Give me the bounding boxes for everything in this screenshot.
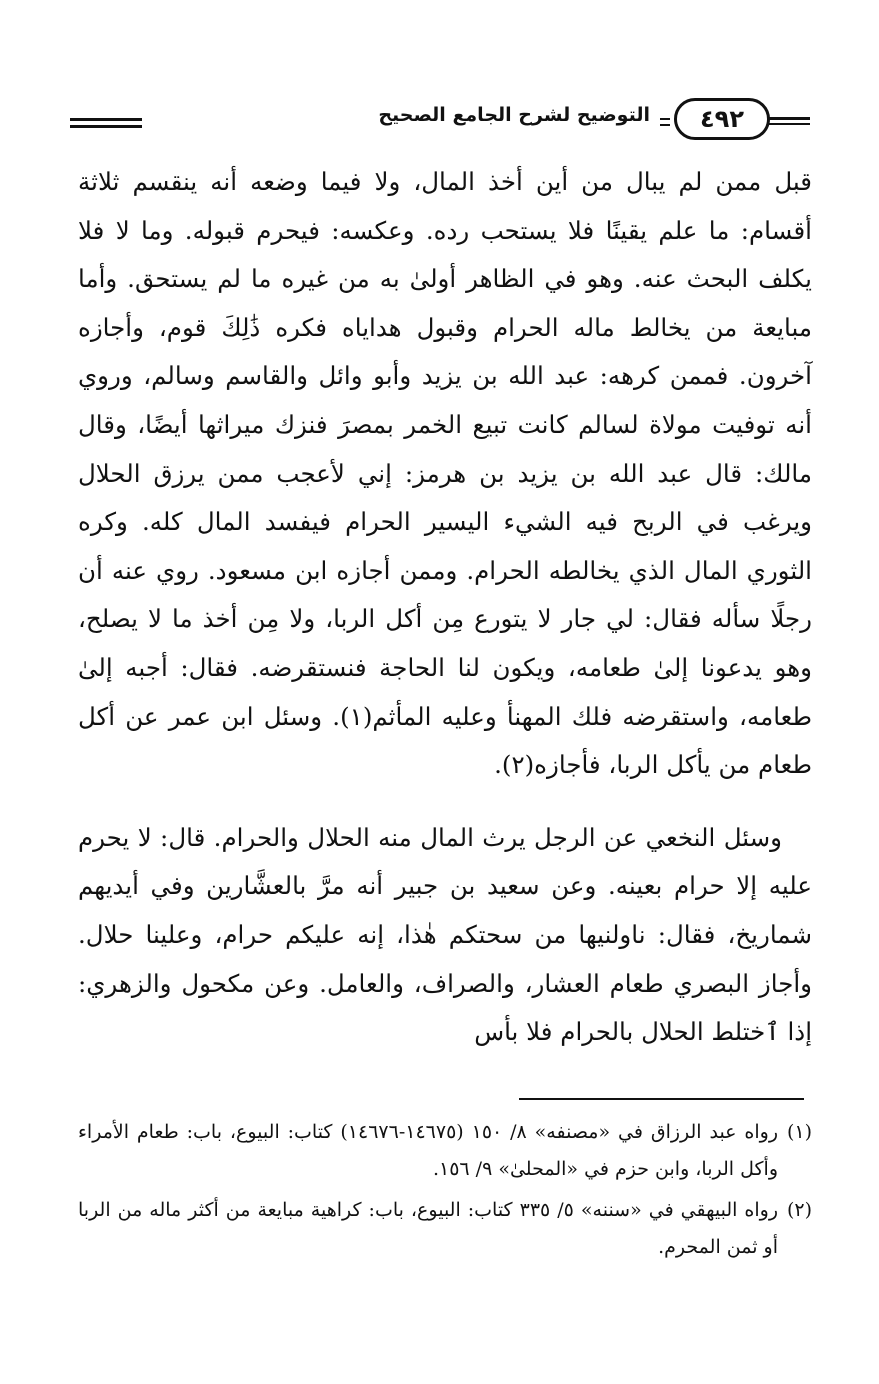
- paragraph: قبل ممن لم يبال من أين أخذ المال، ولا فيما وضعه أنه ينقسم ثلاثة أقسام: ما علم يقينًا فلا يستحب رده. وعكسه: فيحرم قبوله. وما لا فلا يكلف البحث عنه. وهو في الظاهر أولىٰ به من غيره ما لم يستحق. وأما مبايعة من يخالط ماله الحرام وقبول هداياه فكره ذَٰلِكَ قوم، وأجازه آخرون. فممن كرهه: عبد الله بن يزيد وأبو وائل والقاسم وسالم، وروي أنه توفيت مولاة لسالم كانت تبيع الخمر بمصرَ فنزك ميراثها أيضًا، وقال مالك: قال عبد الله بن يزيد بن هرمز: إني لأعجب ممن يرزق الحلال ويرغب في الربح فيه الشيء اليسير الحرام فيفسد المال كله. وكره الثوري المال الذي يخالطه الحرام. وممن أجازه ابن مسعود. روي عنه أن رجلًا سأله فقال: لي جار لا يتورع مِن أكل الربا، ولا مِن أخذ ما لا يصلح، وهو يدعونا إلىٰ طعامه، ويكون لنا الحاجة فنستقرضه. فقال: أجبه إلىٰ طعامه، واستقرضه فلك المهنأ وعليه المأثم(١). وسئل ابن عمر عن أكل طعام من يأكل الربا، فأجازه(٢).: [78, 167, 813, 780]
- header-rule-left: [70, 118, 142, 121]
- footnote-number: (٢): [786, 1199, 812, 1221]
- header-ornament-line: [766, 123, 810, 125]
- footnote-text: رواه عبد الرزاق في «مصنفه» ٨/ ١٥٠ (١٤٦٧٥-١٤٦٧٦) كتاب: البيوع، باب: طعام الأمراء وأكل الربا، وابن حزم في «المحلىٰ» ٩/ ١٥٦.: [78, 1121, 779, 1180]
- header-rule-left: [70, 125, 142, 128]
- footnote-text: رواه البيهقي في «سننه» ٥/ ٣٣٥ كتاب: البيوع، باب: كراهية مبايعة من أكثر ماله من الربا أو ثمن المحرم.: [78, 1199, 778, 1258]
- page-number: ٤٩٢: [674, 98, 770, 140]
- footnote: [78, 1114, 812, 1188]
- footnote: [78, 1192, 812, 1266]
- book-title: التوضيح لشرح الجامع الصحيح: [368, 104, 660, 126]
- footnotes: [78, 1114, 812, 1270]
- header-ornament-line: [766, 117, 810, 120]
- footnote-number: (١): [786, 1121, 812, 1143]
- main-text: [78, 158, 812, 1057]
- footnote-separator: [519, 1098, 804, 1100]
- page-header: [70, 96, 810, 146]
- paragraph: وسئل النخعي عن الرجل يرث المال منه الحلال والحرام. قال: لا يحرم عليه إلا حرام بعينه. وعن سعيد بن جبير أنه مرَّ بالعشَّارين وفي أيديهم شماريخ، فقال: ناولنيها من سحتكم هٰذا، إنه عليكم حرام، وعلينا حلال. وأجاز البصري طعام العشار، والصراف، والعامل. وعن مكحول والزهري: إذا ٱختلط الحلال بالحرام فلا بأس: [78, 822, 812, 1047]
